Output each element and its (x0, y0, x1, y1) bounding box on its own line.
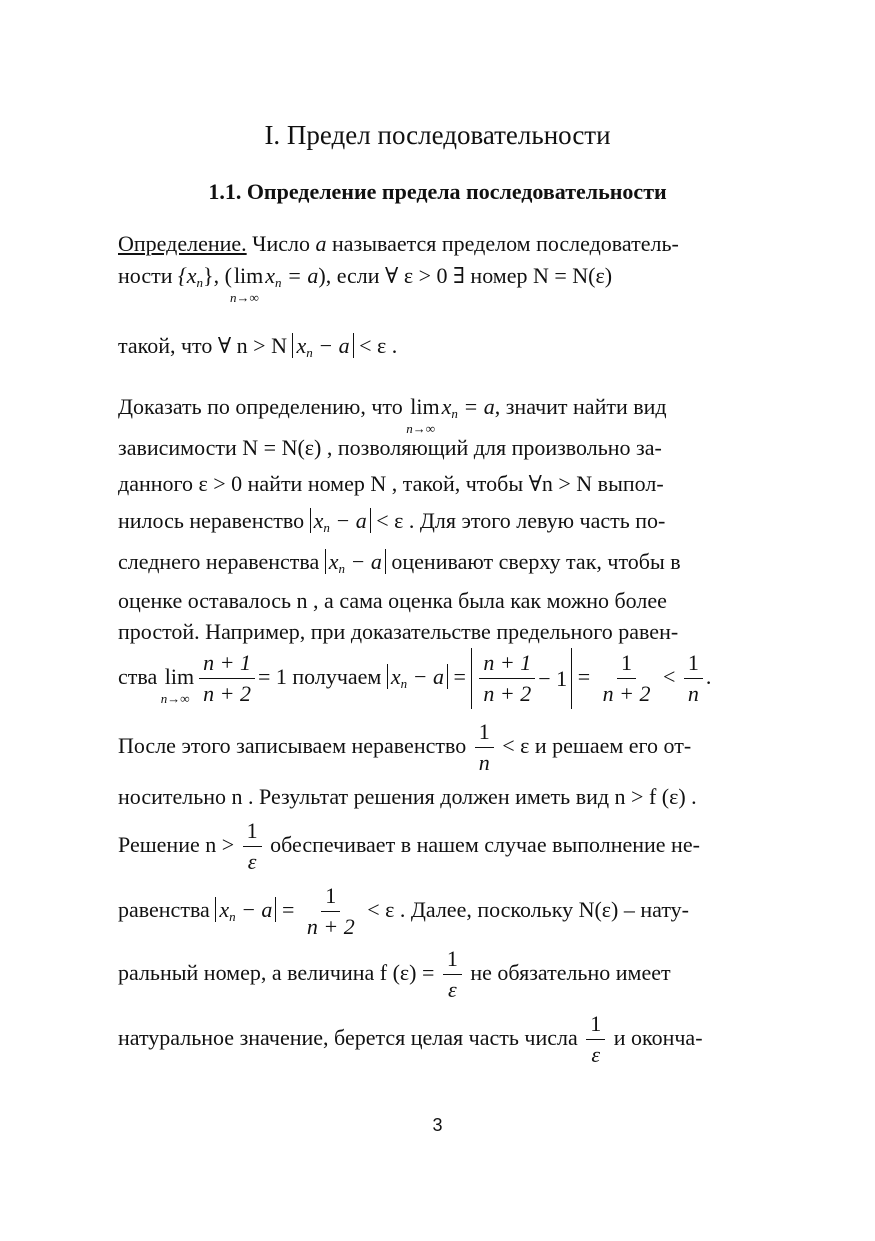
definition-line-2: ности $\{x_n\}$, (lim n→∞ $x_n = a$), если ∀ ε > 0 ∃ номер N = N(ε) (118, 263, 613, 305)
para-line-12: равенства $x_n - a$ = $\frac{1}{n + 2}$ < ε . Далее, поскольку N(ε) – нату- (118, 880, 768, 942)
abs-fraction-expression: $\frac{n + 1}{n + 2}$ − 1 (471, 648, 572, 709)
para-line-7: простой. Например, при доказательстве предельного равен- (118, 619, 679, 644)
para-line-3: данного ε > 0 найти номер N , такой, чтобы ∀n > N выпол- (118, 471, 664, 496)
fraction: $\frac{1}{n}$ (475, 717, 494, 778)
para-line-1: Доказать по определению, что lim n→∞ $x_n = a$, значит найти вид (118, 394, 667, 436)
para-line-2: зависимости N = N(ε) , позволяющий для произвольно за- (118, 435, 662, 460)
lim-operator: lim n→∞ (406, 394, 440, 436)
lim-operator: lim n→∞ (229, 263, 264, 305)
para-line-9: После этого записываем неравенство $\frac{1}{n}$ < ε и решаем его от- (118, 716, 768, 778)
abs-expression: $x_n - a$ (325, 549, 386, 574)
para-line-5: следнего неравенства $x_n - a$ оценивают сверху так, чтобы в (118, 549, 681, 576)
fraction: $\frac{1}{\varepsilon}$ (443, 944, 462, 1005)
fraction: $\frac{1}{\varepsilon}$ (243, 816, 262, 877)
abs-expression: $x_n - a$ (292, 333, 353, 358)
fraction: $\frac{1}{n + 2}$ (602, 650, 651, 707)
fraction: $\frac{1}{n + 2}$ (306, 883, 355, 940)
para-line-4: нилось неравенство $x_n - a < \varepsilon$ . Для этого левую часть по- (118, 508, 666, 535)
definition-line-3: такой, что ∀ n > N $x_n - a < \varepsilon$ . (118, 333, 398, 360)
section-title: 1.1. Определение предела последовательности (208, 179, 667, 204)
fraction: $\frac{1}{\varepsilon}$ (586, 1009, 605, 1070)
fraction: $\frac{n + 1}{n + 2}$ (199, 648, 255, 709)
para-line-10: носительно n . Результат решения должен иметь вид n > f (ε) . (118, 784, 697, 809)
abs-expression: $x_n - a$ (387, 664, 448, 689)
abs-expression: $x_n - a$ (215, 897, 276, 922)
abs-expression: $x_n - a$ (310, 508, 371, 533)
lim-operator: lim n→∞ (160, 664, 195, 706)
chapter-title: I. Предел последовательности (264, 120, 611, 150)
para-line-13: ральный номер, а величина f (ε) = $\frac{1}{\varepsilon}$ не обязательно имеет (118, 943, 768, 1005)
definition-line-1: Определение. Число a называется пределом последователь- (118, 231, 679, 256)
para-line-14: натуральное значение, берется целая часть числа $\frac{1}{\varepsilon}$ и оконча- (118, 1008, 768, 1070)
definition-label: Определение. (118, 231, 247, 256)
para-line-11: Решение n > $\frac{1}{\varepsilon}$ обеспечивает в нашем случае выполнение не- (118, 815, 768, 877)
para-line-6: оценке оставалось n , а сама оценка была как можно более (118, 588, 667, 613)
page-number: 3 (432, 1115, 443, 1135)
fraction: $\frac{n + 1}{n + 2}$ (479, 648, 535, 709)
fraction: $\frac{1}{n}$ (684, 648, 703, 709)
para-line-8: ства lim n→∞ $\frac{n + 1}{n + 2}$ = 1 получаем $x_n - a$ = $\frac{n + 1}{n + 2}$ − 1 = $\frac{1}{n + 2}$ < $\frac{1}{n}$ . (118, 647, 768, 714)
